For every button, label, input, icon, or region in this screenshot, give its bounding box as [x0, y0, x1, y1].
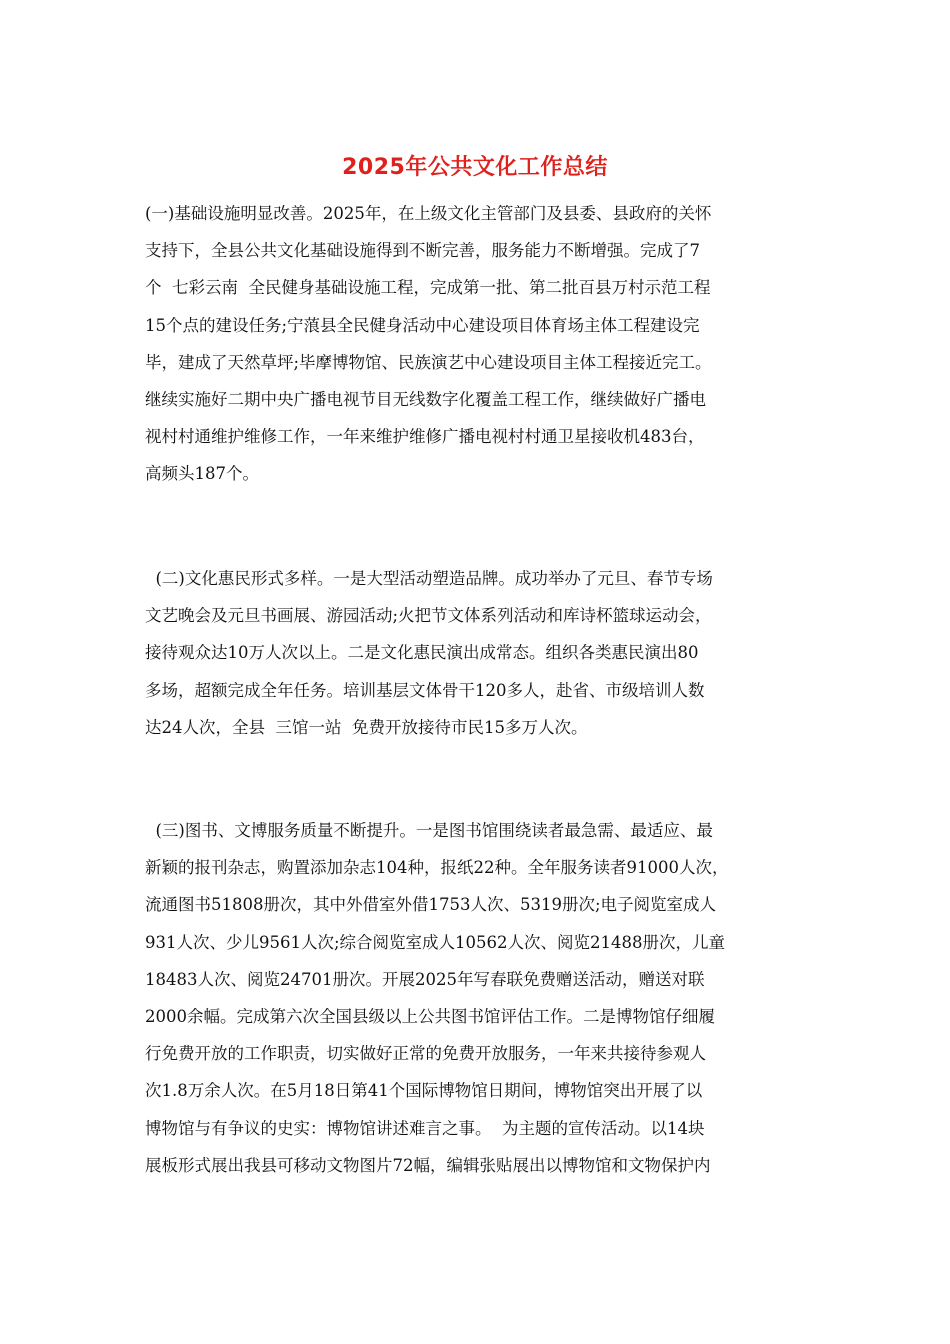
paragraph-line: 达24人次，全县 三馆一站 免费开放接待市民15多万人次。 [145, 717, 588, 737]
paragraph-line: (一)基础设施明显改善。2025年，在上级文化主管部门及县委、县政府的关怀 [145, 204, 712, 223]
paragraph-infrastructure [145, 195, 810, 493]
paragraph-line: 18483人次、阅览24701册次。开展2025年写春联免费赠送活动，赠送对联 [145, 969, 705, 989]
paragraph-line: 继续实施好二期中央广播电视节目无线数字化覆盖工程工作，继续做好广播电 [145, 389, 706, 409]
paragraph-cultural-benefits [145, 560, 810, 746]
paragraph-line: (三)图书、文博服务质量不断提升。一是图书馆围绕读者最急需、最适应、最 [145, 821, 713, 840]
paragraph-line: 流通图书51808册次，其中外借室外借1753人次、5319册次;电子阅览室成人 [145, 895, 717, 915]
paragraph-line: 多场，超额完成全年任务。培训基层文体骨干120多人，赴省、市级培训人数 [145, 680, 705, 700]
paragraph-line: 博物馆与有争议的史实：博物馆讲述难言之事。 为主题的宣传活动。以14块 [145, 1118, 705, 1138]
document-title: 2025年公共文化工作总结 [342, 155, 608, 180]
paragraph-line: 支持下，全县公共文化基础设施得到不断完善，服务能力不断增强。完成了7 [145, 241, 700, 261]
paragraph-line: 文艺晚会及元旦书画展、游园活动;火把节文体系列活动和库诗杯篮球运动会， [145, 606, 712, 626]
paragraph-line: 毕，建成了天然草坪;毕摩博物馆、民族演艺中心建设项目主体工程接近完工。 [145, 352, 712, 372]
paragraph-library-museum [145, 812, 810, 1184]
paragraph-line: 931人次、少儿9561人次;综合阅览室成人10562人次、阅览21488册次，儿童 [145, 932, 726, 952]
paragraph-line: 个 七彩云南 全民健身基础设施工程，完成第一批、第二批百县万村示范工程 [145, 278, 711, 298]
paragraph-line: 接待观众达10万人次以上。二是文化惠民演出成常态。组织各类惠民演出80 [145, 643, 699, 663]
paragraph-line: (二)文化惠民形式多样。一是大型活动塑造品牌。成功举办了元旦、春节专场 [145, 569, 713, 588]
paragraph-line: 展板形式展出我县可移动文物图片72幅，编辑张贴展出以博物馆和文物保护内 [145, 1155, 711, 1175]
paragraph-line: 2000余幅。完成第六次全国县级以上公共图书馆评估工作。二是博物馆仔细履 [145, 1006, 715, 1026]
paragraph-line: 新颖的报刊杂志，购置添加杂志104种，报纸22种。全年服务读者91000人次， [145, 858, 729, 878]
paragraph-line: 次1.8万余人次。在5月18日第41个国际博物馆日期间，博物馆突出开展了以 [145, 1081, 703, 1101]
paragraph-line: 15个点的建设任务;宁蒗县全民健身活动中心建设项目体育场主体工程建设完 [145, 315, 700, 335]
paragraph-line: 行免费开放的工作职责，切实做好正常的免费开放服务，一年来共接待参观人 [145, 1044, 706, 1064]
paragraph-line: 高频头187个。 [145, 464, 259, 484]
paragraph-line: 视村村通维护维修工作，一年来维护维修广播电视村村通卫星接收机483台， [145, 427, 705, 447]
